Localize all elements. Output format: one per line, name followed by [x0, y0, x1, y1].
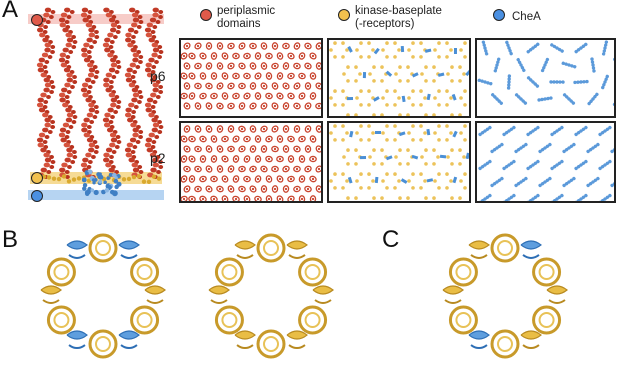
red-circle-icon — [31, 14, 43, 26]
ring-c-with-chea — [430, 222, 580, 370]
panel-p6-kinase-baseplate — [327, 38, 471, 118]
panel-letter-c: C — [382, 226, 400, 253]
legend-label-periplasmic: periplasmic domains — [217, 5, 276, 30]
row-label-p2: p2 — [150, 150, 166, 166]
panel-letter-b: B — [2, 226, 19, 253]
panel-p6-periplasmic — [179, 38, 323, 118]
panel-p2-kinase-baseplate — [327, 121, 471, 203]
blue-circle-icon — [31, 190, 43, 202]
panel-p6-chea — [475, 38, 616, 118]
receptor-array-side-view — [28, 0, 168, 212]
receptor-rods — [32, 8, 164, 184]
row-label-p6: p6 — [150, 68, 166, 84]
panel-p2-chea — [475, 121, 616, 203]
yellow-circle-icon — [338, 9, 350, 21]
yellow-circle-icon — [31, 172, 43, 184]
legend-label-kinase-baseplate: kinase-baseplate (-receptors) — [355, 5, 442, 30]
panel-letter-a: A — [2, 0, 19, 23]
ring-b-baseplate-only — [196, 222, 346, 370]
ring-b-with-chea — [28, 222, 178, 370]
legend-label-chea: CheA — [512, 11, 541, 23]
red-circle-icon — [200, 9, 212, 21]
blue-circle-icon — [493, 9, 505, 21]
panel-p2-periplasmic — [179, 121, 323, 203]
